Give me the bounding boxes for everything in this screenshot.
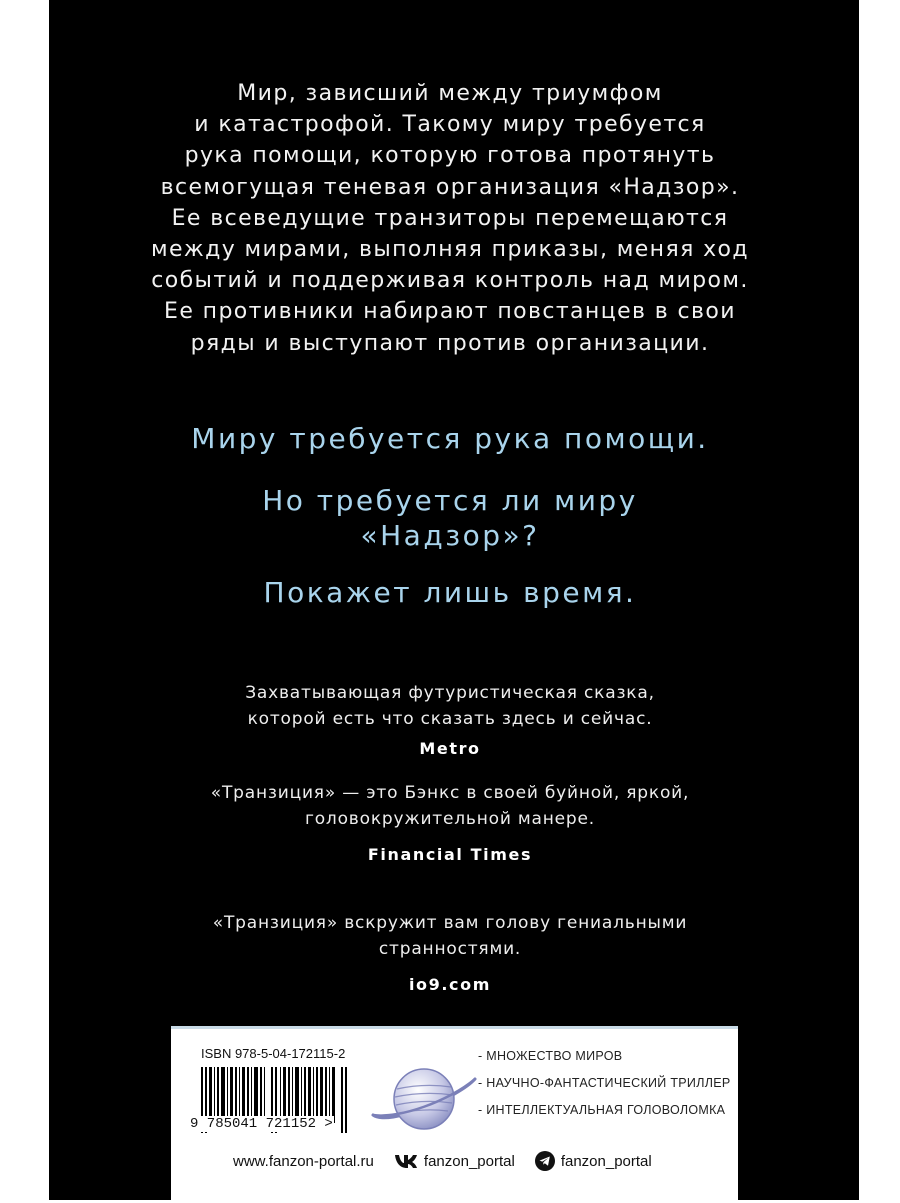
blurb-line: между мирами, выполняя приказы, меняя ход xyxy=(150,237,750,263)
review-line: «Транзиция» вскружит вам голову гениальными xyxy=(212,913,688,933)
genre-item: - ИНТЕЛЛЕКТУАЛЬНАЯ ГОЛОВОЛОМКА xyxy=(478,1103,726,1117)
telegram-icon xyxy=(535,1151,555,1171)
social-links xyxy=(233,1151,672,1171)
genre-item: - НАУЧНО-ФАНТАСТИЧЕСКИЙ ТРИЛЛЕР xyxy=(478,1076,731,1090)
website-label: www.fanzon-portal.ru xyxy=(233,1152,374,1170)
review-quote-io9 xyxy=(0,910,900,962)
review-line: которой есть что сказать здесь и сейчас. xyxy=(247,709,653,729)
blurb-line: рука помощи, которую готова протянуть xyxy=(184,143,716,169)
review-line: головокружительной манере. xyxy=(305,809,595,829)
review-quote-ft xyxy=(0,780,900,832)
tagline-2: Но требуется ли миру xyxy=(262,484,638,517)
telegram-label: fanzon_portal xyxy=(560,1152,652,1170)
planet-icon xyxy=(369,1057,479,1141)
blurb-line: Ее всеведущие транзиторы перемещаются xyxy=(171,205,729,231)
review-line: Захватывающая футуристическая сказка, xyxy=(245,683,655,703)
review-line: «Транзиция» — это Бэнкс в своей буйной, яркой, xyxy=(210,783,690,803)
review-source-metro: Metro xyxy=(419,739,481,758)
tagline-1: Миру требуется рука помощи. xyxy=(191,422,709,455)
review-line: странностями. xyxy=(378,939,522,959)
telegram-link[interactable] xyxy=(535,1151,652,1171)
genre-list xyxy=(478,1049,731,1130)
vk-label: fanzon_portal xyxy=(423,1152,515,1170)
blurb-line: и катастрофой. Такому миру требуется xyxy=(194,112,706,138)
genre-item: - МНОЖЕСТВО МИРОВ xyxy=(478,1049,623,1063)
review-source-io9: io9.com xyxy=(408,975,492,994)
review-source-ft: Financial Times xyxy=(367,845,533,864)
blurb-line: Ее противники набирают повстанцев в свои xyxy=(164,299,736,325)
vk-link[interactable] xyxy=(394,1153,515,1170)
blurb-text xyxy=(0,78,900,359)
isbn-label: ISBN 978-5-04-172115-2 xyxy=(201,1046,346,1061)
blurb-line: всемогущая теневая организация «Надзор». xyxy=(160,174,740,200)
blurb-line: событий и поддерживая контроль над миром. xyxy=(151,268,749,294)
blurb-line: Мир, зависший между триумфом xyxy=(237,81,663,106)
website-link[interactable] xyxy=(233,1153,374,1170)
blurb-line: ряды и выступают против организации. xyxy=(190,330,710,356)
info-panel xyxy=(171,1026,738,1203)
tagline-3: «Надзор»? xyxy=(360,519,540,552)
tagline-4: Покажет лишь время. xyxy=(263,576,637,609)
vk-icon xyxy=(394,1153,418,1169)
barcode-number: 9 785041 721152 > xyxy=(190,1116,333,1132)
review-quote-metro xyxy=(0,680,900,732)
